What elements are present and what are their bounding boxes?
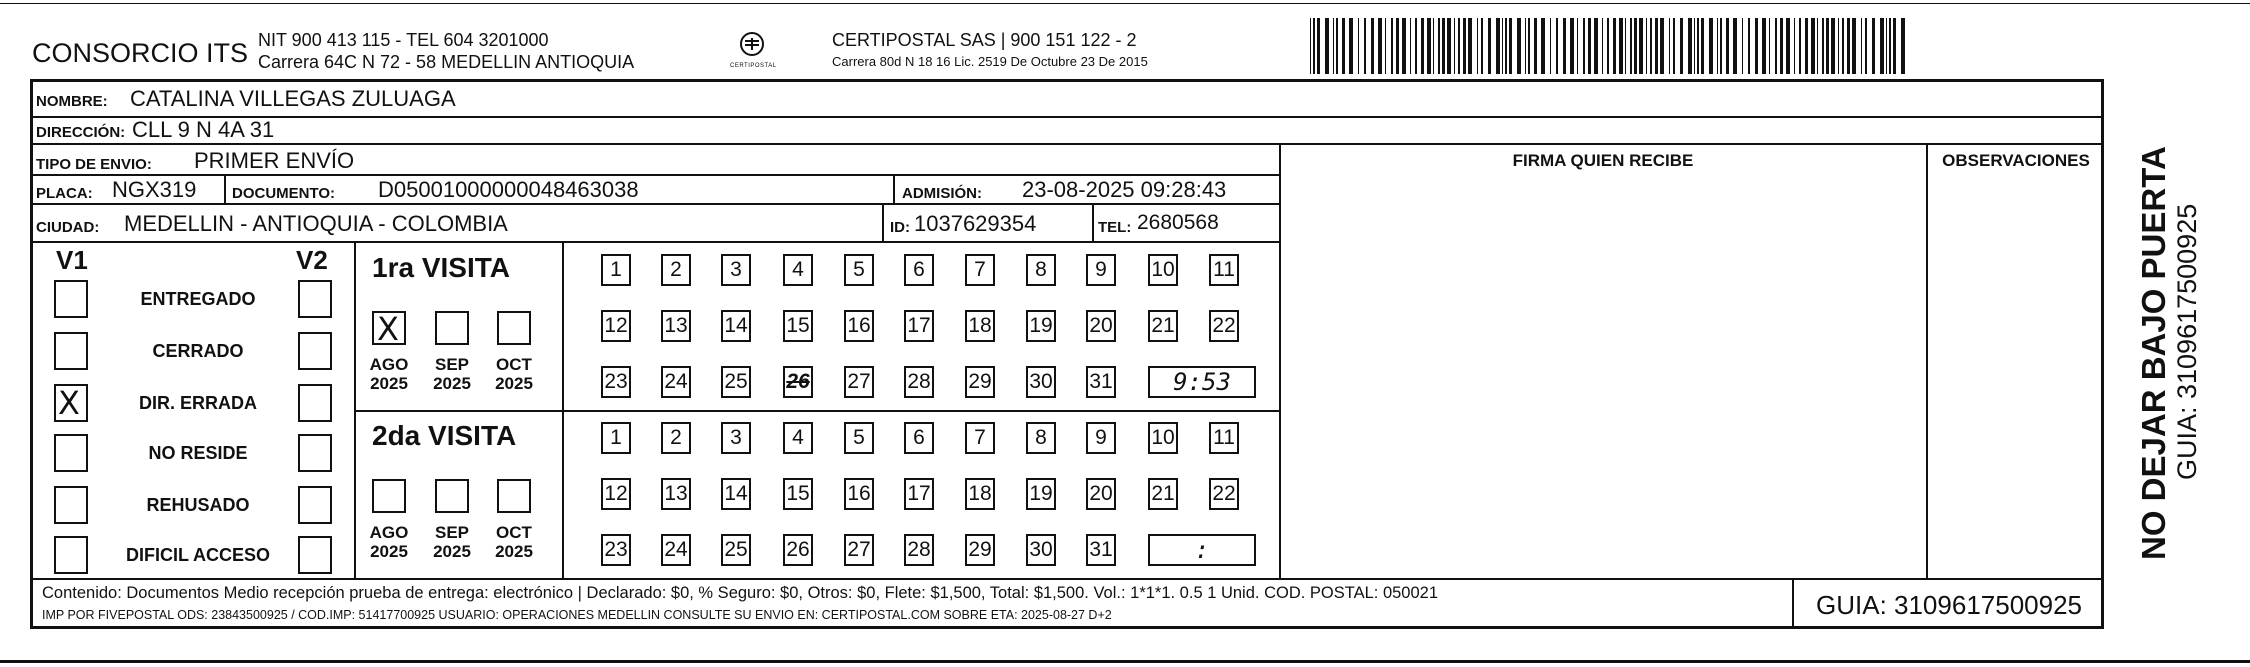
day-box[interactable]: 29 (965, 366, 995, 398)
barcode-bar (1650, 18, 1652, 74)
day-box[interactable]: 10 (1148, 422, 1178, 454)
day-box[interactable]: 15 (783, 310, 813, 342)
ciudad-label: CIUDAD: (36, 219, 100, 236)
v2-checkbox[interactable] (298, 434, 332, 472)
barcode-bar (1528, 18, 1530, 74)
month-checkbox[interactable] (497, 311, 531, 345)
logo-text: CERTIPOSTAL (730, 63, 777, 69)
day-box[interactable]: 8 (1026, 254, 1056, 286)
documento-label: DOCUMENTO: (232, 185, 336, 202)
observaciones-label: OBSERVACIONES (1942, 151, 2090, 170)
v2-label: V2 (296, 245, 328, 275)
day-box[interactable]: 21 (1148, 478, 1178, 510)
barcode-bar (1780, 18, 1783, 74)
day-box[interactable]: 14 (721, 310, 751, 342)
barcode-bar (1872, 18, 1875, 74)
day-box[interactable]: 24 (661, 534, 691, 566)
barcode-bar (1688, 18, 1692, 74)
col-line (893, 174, 895, 204)
row-line (30, 174, 1280, 176)
status-option-label: ENTREGADO (140, 289, 256, 309)
day-box[interactable]: 4 (783, 254, 813, 286)
barcode-bar (1402, 18, 1406, 74)
barcode-bar (1438, 18, 1440, 74)
day-box[interactable]: 13 (661, 478, 691, 510)
barcode-bar (1577, 18, 1578, 74)
barcode-bar (1563, 18, 1566, 74)
barcode-bar (1502, 18, 1503, 74)
check-mark: X (377, 310, 399, 348)
firma-signature-area[interactable] (1282, 176, 1925, 576)
barcode-bar (1660, 18, 1664, 74)
status-option-label: REHUSADO (146, 495, 250, 515)
year-label: 2025 (495, 374, 533, 393)
side-guia: GUIA: 3109617500925 (2172, 203, 2202, 480)
v2-checkbox[interactable] (298, 332, 332, 370)
documento-value: D05001000000048463038 (378, 177, 639, 202)
placa-label: PLACA: (36, 185, 93, 202)
v2-checkbox[interactable] (298, 280, 332, 318)
barcode-bar (1639, 18, 1643, 74)
footer-contenido: Contenido: Documentos Medio recepción prueba de entrega: electrónico | Declarado: $0, % Seguro: $0, Otros: $0, Flete: $1,500, Total: $1,500. Vol.: 1*1*1. 0.5 1 Unid. COD. POSTAL: 050021 (42, 584, 1439, 602)
day-box[interactable]: 27 (844, 534, 874, 566)
day-box[interactable]: 24 (661, 366, 691, 398)
row-line (30, 241, 1280, 243)
day-box[interactable]: 3 (721, 254, 751, 286)
barcode-bar (1886, 18, 1887, 74)
barcode-bar (1838, 18, 1839, 74)
barcode-bar (1463, 18, 1466, 74)
day-box[interactable]: 30 (1026, 366, 1056, 398)
day-box[interactable]: 2 (661, 254, 691, 286)
barcode-bar (1669, 18, 1670, 74)
day-box[interactable]: 26 (783, 534, 813, 566)
barcode-bar (1310, 18, 1311, 74)
day-box[interactable]: 23 (601, 534, 631, 566)
barcode-bar (1427, 18, 1431, 74)
barcode-bar (1378, 18, 1382, 74)
year-label: 2025 (370, 374, 408, 393)
barcode-bar (1775, 18, 1777, 74)
day-box[interactable]: 1 (601, 422, 631, 454)
status-option-label: DIFICIL ACCESO (125, 545, 270, 565)
day-box[interactable]: 16 (844, 478, 874, 510)
barcode-bar (1477, 18, 1478, 74)
day-box[interactable]: 11 (1209, 254, 1239, 286)
barcode-bar (1893, 18, 1896, 74)
barcode-bar (1811, 18, 1815, 74)
barcode-bar (1410, 18, 1411, 74)
tipo-envio-value: PRIMER ENVÍO (194, 148, 355, 173)
barcode-bar (1646, 18, 1647, 74)
barcode-bar (1442, 18, 1445, 74)
v1-checkbox[interactable] (54, 280, 88, 318)
v1-label: V1 (56, 245, 88, 275)
admision-value: 23-08-2025 09:28:43 (1022, 177, 1227, 202)
day-box[interactable]: 27 (844, 366, 874, 398)
day-box[interactable]: 25 (721, 534, 751, 566)
month-label: OCT (496, 355, 532, 374)
admision-label: ADMISIÓN: (902, 185, 982, 202)
tipo-envio-label: TIPO DE ENVIO: (36, 156, 152, 173)
ciudad-value: MEDELLIN - ANTIOQUIA - COLOMBIA (124, 211, 508, 236)
visit2-title: 2da VISITA (372, 420, 517, 451)
day-box[interactable]: 19 (1026, 478, 1056, 510)
barcode-bar (1701, 18, 1704, 74)
barcode-bar (1831, 18, 1835, 74)
firma-label: FIRMA QUIEN RECIBE (1512, 151, 1694, 170)
day-box[interactable]: 22 (1209, 478, 1239, 510)
barcode-bar (1717, 18, 1718, 74)
day-box[interactable]: 14 (721, 478, 751, 510)
day-box[interactable]: 3 (721, 422, 751, 454)
day-box[interactable]: 2 (661, 422, 691, 454)
day-box[interactable]: 25 (721, 366, 751, 398)
barcode-bar (1733, 18, 1737, 74)
footer-guia: GUIA: 3109617500925 (1816, 590, 2082, 620)
barcode-bar (1534, 18, 1537, 74)
month-checkbox[interactable] (497, 479, 531, 513)
barcode-bar (1619, 18, 1623, 74)
barcode-bar (1588, 18, 1591, 74)
barcode-bar (1458, 18, 1460, 74)
day-box[interactable]: 16 (844, 310, 874, 342)
day-box[interactable]: 20 (1086, 478, 1116, 510)
col-line (1926, 143, 1928, 578)
tel-label: TEL: (1098, 219, 1132, 236)
barcode-bar (1673, 18, 1675, 74)
barcode-bar (1454, 18, 1455, 74)
day-box[interactable]: 18 (965, 478, 995, 510)
barcode-bar (1720, 18, 1722, 74)
barcode-bar (1613, 18, 1616, 74)
day-box[interactable]: 12 (601, 478, 631, 510)
barcode-bar (1517, 18, 1521, 74)
col-line (224, 174, 226, 204)
day-box[interactable]: 31 (1086, 534, 1116, 566)
barcode-bar (1317, 18, 1320, 74)
day-box[interactable]: 29 (965, 534, 995, 566)
day-box[interactable]: 28 (904, 366, 934, 398)
day-box[interactable]: 15 (783, 478, 813, 510)
month-checkbox[interactable] (435, 311, 469, 345)
status-option-label: DIR. ERRADA (138, 393, 257, 413)
day-box[interactable]: 18 (965, 310, 995, 342)
barcode-bar (1385, 18, 1386, 74)
direccion-value: CLL 9 N 4A 31 (132, 117, 275, 142)
barcode-bar (1817, 18, 1818, 74)
col-line (1279, 143, 1281, 578)
day-box[interactable]: 9 (1086, 422, 1116, 454)
v2-checkbox[interactable] (298, 486, 332, 524)
barcode-bar (1594, 18, 1598, 74)
company-address: Carrera 64C N 72 - 58 MEDELLIN ANTIOQUIA (258, 52, 635, 72)
visit-row-line (354, 410, 1280, 412)
barcode-bar (1602, 18, 1603, 74)
day-box[interactable]: 12 (601, 310, 631, 342)
barcode-bar (1852, 18, 1856, 74)
barcode-bar (1505, 18, 1507, 74)
id-label: ID: (890, 219, 910, 236)
day-box[interactable]: 31 (1086, 366, 1116, 398)
row-line (30, 143, 2104, 145)
top-edge (0, 3, 2250, 4)
row-line (30, 116, 2104, 118)
year-label: 2025 (370, 542, 408, 561)
barcode-bar (1630, 18, 1632, 74)
direccion-label: DIRECCIÓN: (36, 124, 126, 141)
time-box[interactable]: 9:53 (1148, 366, 1256, 398)
barcode-bar (1847, 18, 1850, 74)
check-mark: X (58, 384, 80, 422)
status-option-label: CERRADO (152, 341, 244, 361)
barcode-bar (1826, 18, 1829, 74)
id-value: 1037629354 (914, 211, 1037, 236)
barcode-bar (1822, 18, 1824, 74)
company-name: CONSORCIO ITS (32, 38, 249, 68)
day-box[interactable]: 4 (783, 422, 813, 454)
barcode-bar (1468, 18, 1472, 74)
day-box[interactable]: 6 (904, 254, 934, 286)
day-box[interactable]: 23 (601, 366, 631, 398)
courier-address: Carrera 80d N 18 16 Lic. 2519 De Octubre 23 De 2015 (832, 54, 1148, 69)
month-checkbox[interactable] (372, 310, 406, 348)
nombre-value: CATALINA VILLEGAS ZULUAGA (130, 86, 456, 111)
day-box[interactable]: 7 (965, 254, 995, 286)
day-box[interactable]: 28 (904, 534, 934, 566)
barcode-bar (1583, 18, 1585, 74)
barcode-bar (1313, 18, 1315, 74)
month-label: OCT (496, 523, 532, 542)
barcode-bar (1762, 18, 1766, 74)
barcode-bar (1697, 18, 1699, 74)
barcode-bar (1481, 18, 1483, 74)
barcode-bar (1525, 18, 1526, 74)
observaciones-area[interactable] (1929, 176, 2102, 576)
barcode-bar (1805, 18, 1808, 74)
certipostal-logo (730, 30, 777, 70)
barcode-bar (1799, 18, 1801, 74)
barcode-bar (1880, 18, 1884, 74)
barcode-bar (1709, 18, 1713, 74)
logo-icon (730, 30, 774, 58)
barcode-bar (1889, 18, 1891, 74)
bottom-edge (0, 660, 2250, 663)
barcode-bar (1325, 18, 1329, 74)
barcode-bar (1680, 18, 1683, 74)
barcode-bar (1342, 18, 1345, 74)
v2-checkbox[interactable] (298, 536, 332, 574)
company-nit-tel: NIT 900 413 115 - TEL 604 3201000 (258, 30, 549, 50)
barcode-bar (1748, 18, 1750, 74)
barcode-bar (1358, 18, 1359, 74)
barcode-bar (1396, 18, 1399, 74)
barcode-bar (1550, 18, 1551, 74)
day-box[interactable]: 20 (1086, 310, 1116, 342)
day-box[interactable]: 5 (844, 422, 874, 454)
day-box[interactable]: 6 (904, 422, 934, 454)
year-label: 2025 (433, 542, 471, 561)
v2-checkbox[interactable] (298, 384, 332, 422)
v1-checkbox[interactable] (54, 434, 88, 472)
barcode-bar (1634, 18, 1637, 74)
barcode-bar (1447, 18, 1451, 74)
status-option-label: NO RESIDE (148, 443, 248, 463)
day-box[interactable]: 17 (904, 310, 934, 342)
v1-checkbox[interactable] (54, 384, 88, 422)
v1-checkbox[interactable] (54, 536, 88, 574)
barcode-bar (1496, 18, 1500, 74)
tel-value: 2680568 (1137, 211, 1219, 234)
placa-value: NGX319 (112, 177, 197, 202)
month-checkbox[interactable] (372, 479, 406, 513)
barcode-bar (1556, 18, 1558, 74)
day-box[interactable]: 8 (1026, 422, 1056, 454)
nombre-label: NOMBRE: (36, 93, 108, 110)
time-box[interactable]: : (1148, 534, 1256, 566)
barcode-bar (1336, 18, 1338, 74)
day-box[interactable]: 13 (661, 310, 691, 342)
day-box[interactable]: 30 (1026, 534, 1056, 566)
year-label: 2025 (495, 542, 533, 561)
barcode-bar (1625, 18, 1626, 74)
barcode-bar (1541, 18, 1545, 74)
barcode-bar (1391, 18, 1393, 74)
v1-checkbox[interactable] (54, 332, 88, 370)
day-box[interactable]: 7 (965, 422, 995, 454)
barcode-bar (1655, 18, 1658, 74)
month-checkbox[interactable] (435, 479, 469, 513)
day-box[interactable]: 17 (904, 478, 934, 510)
day-box[interactable]: 19 (1026, 310, 1056, 342)
barcode-bar (1570, 18, 1574, 74)
month-label: SEP (434, 523, 470, 542)
barcode-bar (1607, 18, 1609, 74)
barcode-bar (1865, 18, 1867, 74)
barcode-bar (1901, 18, 1905, 74)
barcode-bar (1861, 18, 1862, 74)
barcode-bar (1786, 18, 1790, 74)
barcode-bar (1769, 18, 1770, 74)
day-box[interactable]: 10 (1148, 254, 1178, 286)
year-label: 2025 (433, 374, 471, 393)
barcode-bar (1509, 18, 1512, 74)
barcode-bar (1694, 18, 1695, 74)
barcode-bar (1364, 18, 1366, 74)
day-box[interactable]: 22 (1209, 310, 1239, 342)
month-label: AGO (369, 355, 409, 374)
barcode-bar (1433, 18, 1434, 74)
courier-name: CERTIPOSTAL SAS | 900 151 122 - 2 (832, 30, 1137, 50)
col-line (1092, 203, 1094, 241)
day-box[interactable]: 26 (783, 366, 813, 398)
footer-impresion: IMP POR FIVEPOSTAL ODS: 23843500925 / COD.IMP: 51417700925 USUARIO: OPERACIONES MEDELLIN CONSULTE SU ENVIO EN: CERTIPOSTAL.COM SOBRE ETA: 2025-08-27 D+2 (42, 608, 1112, 622)
barcode-bar (1371, 18, 1374, 74)
barcode-bar (1333, 18, 1334, 74)
barcode-bar (1421, 18, 1424, 74)
barcode-bar (1415, 18, 1417, 74)
barcode-bar (1755, 18, 1758, 74)
barcode-bar (1488, 18, 1491, 74)
day-box[interactable]: 5 (844, 254, 874, 286)
col-line (882, 203, 884, 241)
barcode-bar (1794, 18, 1795, 74)
barcode-bar (1726, 18, 1729, 74)
barcode (1310, 18, 1906, 76)
day-box[interactable]: 1 (601, 254, 631, 286)
v1-checkbox[interactable] (54, 486, 88, 524)
day-box[interactable]: 11 (1209, 422, 1239, 454)
barcode-bar (1349, 18, 1353, 74)
barcode-bar (1842, 18, 1844, 74)
day-box[interactable]: 21 (1148, 310, 1178, 342)
day-box[interactable]: 9 (1086, 254, 1116, 286)
visit1-title: 1ra VISITA (372, 252, 510, 283)
barcode-bar (1742, 18, 1743, 74)
month-label: AGO (369, 523, 409, 542)
month-label: SEP (434, 355, 470, 374)
side-warning: NO DEJAR BAJO PUERTA (2135, 146, 2172, 560)
